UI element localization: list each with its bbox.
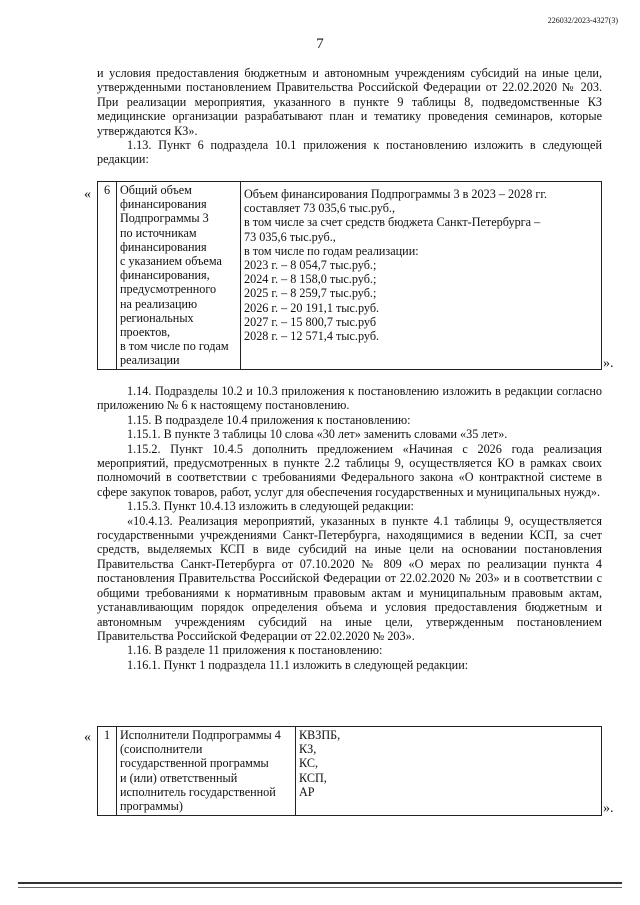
- table2-content_lines-line: АР: [299, 784, 315, 799]
- table1-content_lines-line: в том числе по годам реализации:: [244, 243, 419, 258]
- document-id: 226032/2023-4327(3): [547, 16, 618, 25]
- table2-row-content: [296, 727, 602, 816]
- table1-content_lines-line: 73 035,6 тыс.руб.,: [244, 229, 336, 244]
- paragraph-1-15-3: 1.15.3. Пункт 10.4.13 изложить в следующей редакции:: [127, 499, 414, 514]
- paragraph-continuation: и условия предоставления бюджетным и автономным учреждениям субсидий на иные цели, утвержденными постановлением Правительства Российской Федерации от 22.02.2020 № 203. При реализации мероприятия, указанного в пункте 9 таблицы 8, подведомственные КЗ медицинские организации разрабатывают план и тематику проведения семинаров, которые утверждаются КЗ».: [97, 66, 602, 138]
- table2-close-quote: ».: [603, 801, 614, 816]
- table1-name_lines-line: проектов,: [120, 325, 171, 340]
- table1-name_lines-line: в том числе по годам: [120, 339, 229, 354]
- table2-row-number: 1: [98, 727, 117, 816]
- table1-name_lines-line: с указанием объема: [120, 254, 222, 269]
- table1-name_lines-line: по источникам: [120, 225, 197, 240]
- table1-open-quote: «: [84, 187, 91, 202]
- paragraph-10-4-13: «10.4.13. Реализация мероприятий, указанных в пункте 4.1 таблицы 9, осуществляется государственными учреждениями Санкт-Петербурга, находящимися в ведении КСП, за счет средств, выделяемых КСП в виде субсидий на иные цели на основании постановления Правительства Санкт-Петербурга от 07.10.2020 № 809 «О мерах по реализации пункта 4 постановления Правительства Российской Федерации от 22.02.2020 № 203» и в соответствии с общими требованиями к нормативным правовым актам и муниципальным правовым актам, устанавливающим порядок определения объема и условия предоставления бюджетным и автономным учреждениям субсидий на иные цели, утвержденным постановлением Правительства Российской Федерации от 22.02.2020 № 203».: [97, 513, 602, 643]
- table2-content_lines-line: КЗ,: [299, 742, 317, 757]
- table2-name_lines-line: (соисполнители: [120, 742, 203, 757]
- paragraph-1-14: 1.14. Подразделы 10.2 и 10.3 приложения к постановлению изложить в редакции согласно приложению № 6 к настоящему постановлению.: [97, 384, 602, 413]
- table1-content_lines-line: 2025 г. – 8 259,7 тыс.руб.;: [244, 286, 377, 301]
- table2-name_lines-line: Исполнители Подпрограммы 4: [120, 728, 281, 742]
- table2-content_lines-line: КВЗПБ,: [299, 728, 341, 742]
- table1-content_lines-line: 2024 г. – 8 158,0 тыс.руб.;: [244, 272, 377, 287]
- paragraph-1-13: 1.13. Пункт 6 подраздела 10.1 приложения к постановлению изложить в следующей редакции:: [97, 138, 602, 167]
- table1-name_lines-line: финансирования: [120, 239, 207, 254]
- bottom-divider-thin: [18, 887, 622, 888]
- table1-content_lines-line: 2027 г. – 15 800,7 тыс.руб: [244, 314, 377, 329]
- table1-name_lines-line: на реализацию: [120, 296, 198, 311]
- table1-name_lines-line: реализации: [120, 353, 180, 368]
- paragraph-1-15: 1.15. В подразделе 10.4 приложения к постановлению:: [127, 412, 411, 427]
- table2-content_lines-line: КС,: [299, 756, 319, 771]
- table1-content_lines-line: 2023 г. – 8 054,7 тыс.руб.;: [244, 258, 377, 273]
- table1-row-content: [241, 182, 602, 370]
- table2-name_lines-line: государственной программы: [120, 756, 269, 771]
- page-number: 7: [316, 36, 324, 52]
- table1-name_lines-line: региональных: [120, 310, 194, 325]
- paragraph-1-15-2: 1.15.2. Пункт 10.4.5 дополнить предложением «Начиная с 2026 года реализация мероприятий, предусмотренных в пункте 2.2 таблицы 9, осуществляется КО в рамках своих полномочий в соответствии с требованиями Федерального закона «О контрактной системе в сфере закупок товаров, работ, услуг для обеспечения государственных и муниципальных нужд».: [97, 441, 602, 499]
- table1-name_lines-line: Подпрограммы 3: [120, 211, 209, 226]
- top-text-block: [97, 66, 602, 167]
- table1-content_lines-line: Объем финансирования Подпрограммы 3 в 2023 – 2028 гг.: [244, 187, 548, 201]
- table1-name_lines-line: финансирования,: [120, 268, 210, 283]
- table1-row-number: 6: [98, 182, 117, 370]
- table2-name_lines-line: программы): [120, 799, 183, 814]
- table1-content_lines-line: в том числе за счет средств бюджета Санкт-Петербурга –: [244, 215, 541, 230]
- table1-content_lines-line: 2028 г. – 12 571,4 тыс.руб.: [244, 329, 380, 344]
- table2-content_lines-line: КСП,: [299, 770, 327, 785]
- paragraph-1-16-1: 1.16.1. Пункт 1 подраздела 11.1 изложить в следующей редакции:: [127, 657, 469, 672]
- table1-row-name: [117, 182, 241, 370]
- table1-content_lines-line: 2026 г. – 20 191,1 тыс.руб.: [244, 300, 380, 315]
- paragraph-1-15-1: 1.15.1. В пункте 3 таблицы 10 слова «30 лет» заменить словами «35 лет».: [127, 427, 508, 442]
- table1-content_lines-line: составляет 73 035,6 тыс.руб.,: [244, 201, 395, 216]
- bottom-divider: [18, 882, 622, 884]
- table2-open-quote: «: [84, 730, 91, 745]
- table-subprogram4-executors: [97, 726, 602, 816]
- table-subprogram3-funding: [97, 181, 602, 370]
- table2-row-name: [117, 727, 296, 816]
- middle-text-block: [97, 384, 602, 672]
- table1-close-quote: ».: [603, 356, 614, 371]
- table1-name_lines-line: Общий объем: [120, 183, 192, 197]
- table2-name_lines-line: и (или) ответственный: [120, 770, 238, 785]
- paragraph-1-16: 1.16. В разделе 11 приложения к постановлению:: [127, 643, 383, 658]
- table1-name_lines-line: финансирования: [120, 197, 207, 212]
- table2-name_lines-line: исполнитель государственной: [120, 784, 276, 799]
- table1-name_lines-line: предусмотренного: [120, 282, 217, 297]
